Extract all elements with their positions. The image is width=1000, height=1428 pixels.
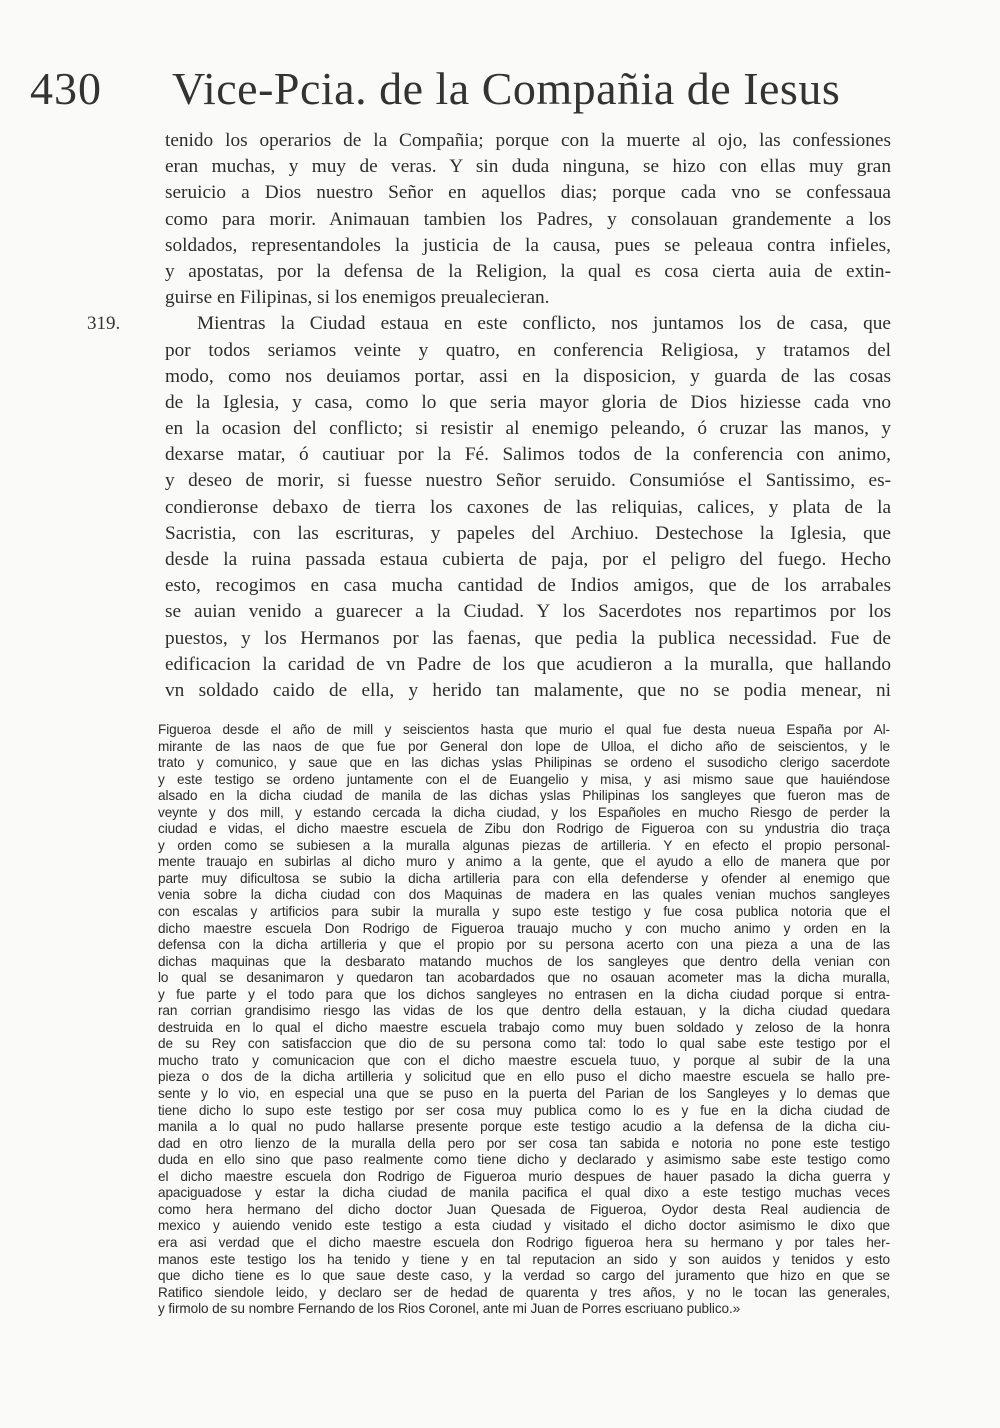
text-line: dexarse matar, ó cautiuar por la Fé. Salimos todos de la conferencia con animo, bbox=[165, 444, 891, 466]
footnote-line: parte muy dificultosa se subio la dicha artilleria para con ella defenderse y ofender al enemigo que bbox=[158, 870, 890, 886]
text-line: condieronse debaxo de tierra los caxones de las reliquias, calices, y plata de la bbox=[165, 496, 891, 518]
footnote-line: con escalas y artificios para subir la muralla y supo este testigo y fue cosa publica notoria que el bbox=[158, 904, 890, 920]
footnote-block bbox=[158, 722, 890, 1318]
footnote-line: veynte y dos mill, y estando cercada la dicha ciudad, y los Españoles en mucho Riesgo de perder la bbox=[158, 804, 890, 820]
footnote-line: mexico y auiendo venido este testigo a esta ciudad y visitado el dicho doctor asimismo le dixo que bbox=[158, 1218, 890, 1234]
text-line: edificacion la caridad de vn Padre de los que acudieron a la muralla, que hallando bbox=[165, 653, 891, 675]
footnote-line: y este testigo se ordeno juntamente con el de Euangelio y misa, y asi mismo saue que hauiéndose bbox=[158, 771, 890, 787]
footnote-line: sente y lo vio, en especial una que se puso en la puerta del Parian de los Sangleyes y lo demas que bbox=[158, 1086, 890, 1102]
footnote-line: lo qual se desanimaron y quedaron tan acobardados que no osauan acometer mas la dicha muralla, bbox=[158, 970, 890, 986]
text-line: por todos seriamos veinte y quatro, en conferencia Religiosa, y tratamos del bbox=[165, 339, 891, 361]
text-line: Sacristia, con las escrituras, y papeles del Archiuo. Destechose la Iglesia, que bbox=[165, 522, 891, 544]
footnote-line: venia sobre la dicha ciudad con dos Maquinas de madera en las quales venian muchos sangleyes bbox=[158, 887, 890, 903]
text-line: esto, recogimos en casa mucha cantidad de Indios amigos, que de los arrabales bbox=[165, 575, 891, 597]
text-line: como para morir. Animauan tambien los Padres, y consolauan grandemente a los bbox=[165, 208, 891, 230]
text-line: eran muchas, y muy de veras. Y sin duda ninguna, se hizo con ellas muy gran bbox=[165, 156, 891, 178]
footnote-line: manos este testigo los ha tenido y tiene y en tal reputacion an sido y son auidos y tenidos y esto bbox=[158, 1251, 890, 1267]
footnote-line: y fue parte y el todo para que los dichos sangleyes no entrasen en la dicha ciudad porque si entra- bbox=[158, 986, 890, 1002]
footnote-line: dichas maquinas que la desbarato matando muchos de los sangleyes que dentro della venian con bbox=[158, 953, 890, 969]
footnote-line: pieza o dos de la dicha artilleria y solicitud que en ello puso el dicho maestre escuela se hallo pre- bbox=[158, 1069, 890, 1085]
footnote-line: era asi verdad que el dicho maestre escuela don Rodrigo figueroa hera su hermano y por tales her- bbox=[158, 1234, 890, 1250]
footnote-line: dicho maestre escuela Don Rodrigo de Figueroa trauajo mucho y con mucho animo y orden en la bbox=[158, 920, 890, 936]
text-line: vn soldado caido de ella, y herido tan malamente, que no se podia menear, ni bbox=[165, 679, 891, 701]
text-line: desde la ruina passada estaua cubierta de paja, por el peligro del fuego. Hecho bbox=[165, 549, 891, 570]
footnote-line: el dicho maestre escuela don Rodrigo de Figueroa murio despues de hauer pasado la dicha guerra y bbox=[158, 1168, 890, 1184]
footnote-line: mucho trato y comunicacion que con el dicho maestre escuela tuuo, y porque al subir de la una bbox=[158, 1052, 890, 1068]
footnote-line: trato y comunico, y saue que en las dichas yslas Philipinas se ordeno el susodicho clerigo sacerdote bbox=[158, 755, 890, 771]
footnote-line: Ratifico siendole leido, y declaro ser de hedad de quarenta y tres años, y no le tocan las generales, bbox=[158, 1284, 890, 1300]
text-line: y apostatas, por la defensa de la Religion, la qual es cosa cierta auia de extin- bbox=[165, 260, 891, 282]
footnote-line: Figueroa desde el año de mill y seiscientos hasta que murio el qual fue desta nueua España por Al- bbox=[158, 722, 890, 737]
text-line: modo, como nos deuiamos portar, assi en la disposicion, y guarda de las cosas bbox=[165, 365, 891, 387]
page-header bbox=[30, 62, 890, 122]
footnote-line: tiene dicho lo supo este testigo por ser cosa muy publica como lo es y fue en la dicha ciudad de bbox=[158, 1102, 890, 1118]
footnote-line: defensa con la dicha artilleria y que el propio por su persona acerto con una pieza a una de las bbox=[158, 937, 890, 953]
footnote-line: mente trauajo en subirlas al dicho muro y animo a la gente, que el ayudo a ello de manera que por bbox=[158, 854, 890, 870]
page-number: 430 bbox=[30, 63, 102, 114]
text-line: puestos, y los Hermanos por las faenas, que pedia la publica necessidad. Fue de bbox=[165, 627, 891, 649]
text-line: guirse en Filipinas, si los enemigos preualecieran. bbox=[165, 287, 550, 309]
footnote-line: apaciguadose y estar la dicha ciudad de manila pacifica el qual dixo a este testigo muchas veces bbox=[158, 1185, 890, 1201]
text-line: en la ocasion del conflicto; si resistir al enemigo peleando, ó cruzar las manos, y bbox=[165, 418, 891, 440]
text-line: seruicio a Dios nuestro Señor en aquellos dias; porque cada vno se confessaua bbox=[165, 182, 891, 204]
paragraph-number: 319. bbox=[87, 313, 121, 334]
text-line: soldados, representandoles la justicia de la causa, pues se peleaua contra infieles, bbox=[165, 234, 891, 256]
text-line: se auian venido a guarecer a la Ciudad. Y los Sacerdotes nos repartimos por los bbox=[165, 601, 891, 623]
footnote-line: ciudad e vidas, el dicho maestre escuela de Zibu don Rodrigo de Figueroa con su yndustria dio traça bbox=[158, 821, 890, 837]
footnote-line: como hera hermano del dicho doctor Juan Quesada de Figueroa, Oydor desta Real audiencia de bbox=[158, 1201, 890, 1217]
footnote-line: alsado en la dicha ciudad de manila de las dichas yslas Philipinas los sangleyes que fueron mas de bbox=[158, 788, 890, 804]
footnote-line: y orden como se subiesen a la muralla algunas piezas de artilleria. Y en efecto el propio personal- bbox=[158, 837, 890, 853]
footnote-line: duda en ello sino que paso realmente como tiene dicho y declarado y asimismo sabe este testigo como bbox=[158, 1152, 890, 1168]
text-line: y deseo de morir, si fuesse nuestro Señor seruido. Consumióse el Santissimo, es- bbox=[165, 470, 891, 492]
footnote-line: mirante de las naos de que fue por General don lope de Ulloa, el dicho año de seiscientos, y le bbox=[158, 738, 890, 754]
footnote-line: de su Rey con satisfaccion que dio de su persona como tal: todo lo qual sabe este testigo por el bbox=[158, 1036, 890, 1052]
footnote-line: ran corrian grandisimo riesgo las vidas de los que dentro della estauan, y la dicha ciudad quedara bbox=[158, 1003, 890, 1019]
running-title: Vice-Pcia. de la Compañia de Iesus bbox=[172, 63, 841, 114]
footnote-line: que dicho tiene es lo que saue deste caso, y la verdad so cargo del juramento que hizo en que se bbox=[158, 1268, 890, 1284]
footnote-line: manila a lo qual no pudo hallarse presente porque este testigo acudio a la defensa de la dicha ciu- bbox=[158, 1119, 890, 1135]
footnote-line: y firmolo de su nombre Fernando de los Rios Coronel, ante mi Juan de Porres escriuano publico.» bbox=[158, 1301, 741, 1317]
footnote-line: dad en otro lienzo de la muralla della pero por ser cosa tan sabida e notoria no pone este testigo bbox=[158, 1135, 890, 1151]
footnote-line: destruida en lo qual el dicho maestre escuela trabajo como muy buen soldado y zeloso de la honra bbox=[158, 1019, 890, 1035]
text-line: de la Iglesia, y casa, como lo que seria mayor gloria de Dios hiziesse cada vno bbox=[165, 391, 891, 413]
text-line: tenido los operarios de la Compañia; porque con la muerte al ojo, las confessiones bbox=[165, 130, 891, 151]
main-text-body bbox=[165, 128, 891, 704]
text-line: Mientras la Ciudad estaua en este conflicto, nos juntamos los de casa, que bbox=[197, 313, 891, 335]
